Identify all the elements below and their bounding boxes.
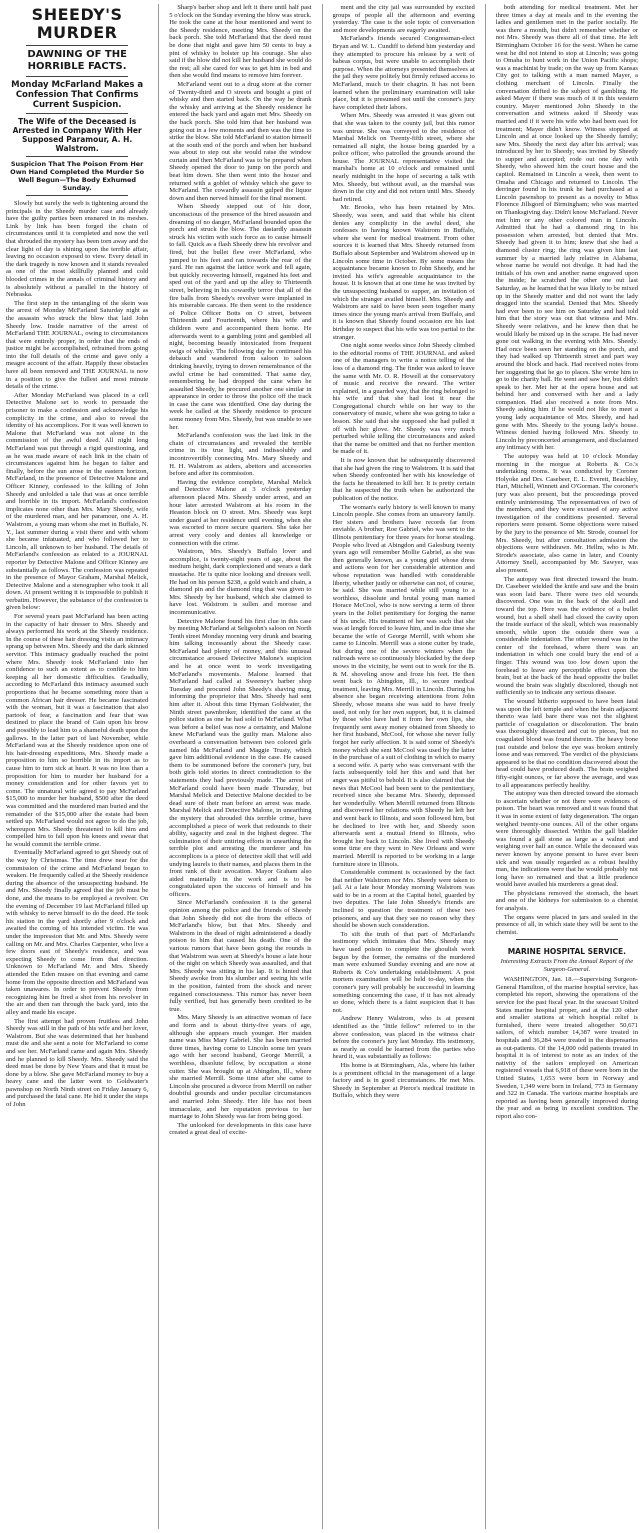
divider xyxy=(26,156,128,157)
paragraph: McFarland's confession was the last link in the chain of circumstances and revealed the terrible crime in its true light, and indissolubly and incontrovertibly connecting Mrs. Mary Sheedy and H. H. Walstrom as aiders, abettors and accessories before and after its commission. xyxy=(169,432,312,478)
paragraph: WASHINGTON, Jan. 18.—Supervising Surgeon-General Hamilton, of the marine hospital service, has completed his report, showing the operations of the service for the past fiscal year. In the seacoast United States marine hospital proper, and at the 120 other and smaller stations at which hospital relief is furnished, there were treated altogether 50,671 sailors, of which number 14,387 were treated in hospitals and 36,284 were treated in the dispensaries as out-patients. Of the 14,000 odd patients treated in hospital it is of interest to note as an index of the nativity of the sailors employed on American registered vessels that 6,918 of these were born in the United States, 1,653 were born in Norway and Sweden, 1,349 were born in Ireland, 773 in Germany and 322 in Canada. The various marine hospitals are reported as having been generally improved during the year and as being in excellent condition. The report also con- xyxy=(495,976,638,1120)
deck-2: Suspicion That The Poison From Her Own Hand Completed the Murder So Well Begun—The Body Exhumed Sunday. xyxy=(10,160,145,192)
paragraph: His home is at Birmingham, Ala., where his father is a prominent official in the management of a large factory and is in good circumstances. He met Mrs. Sheedy in September at Pierce's medical institute in Buffalo, which they were xyxy=(332,1061,475,1100)
divider xyxy=(26,195,128,196)
paragraph: Eventually McFarland agreed to get Sheedy out of the way by Christmas. The time drew near for the commission of the crime and McFarland began to weaken. He frequently called at the Sheedy residence during the absence of the unsuspecting husband. He and Mrs. Sheedy finally agreed that the job must be done, and the means to be employed a revolver. On the evening of December 19 last McFarland filled up with whisky to nerve himself to do the deed. He took his station in the yard shortly after 9 o'clock and awaited the coming of his intended victim. He was under the impression that Mr. and Mrs. Sheedy were calling on Mr. and Mrs. Charles Carpenter, who live a few doors east of Sheedy's residence, and was expecting Sheedy to come from that direction. Unknown to McFarland Mr. and Mrs. Sheedy attended the Eden musee on that evening and came home from the opposite direction and McFarland was taken unawares. In order to prevent Sheedy from recognizing him he fired a shot from his revolver in the air and then ran through the back yard, into the alley and made his escape. xyxy=(6,849,149,1016)
paragraph: Mrs. Mary Sheedy is an attractive woman of face and form and is about thirty-five years of age, although she appears much younger. Her maiden name was Miss Mary Gabriel. She has been married three times, having come to Lincoln some ten years ago with her second husband, George Merrill, a worthless, dissolute fellow, by occupation a stone cutter. She was brought up at Abingdon, Ill., where she married Merrill. Some time after she came to Lincoln she procured a divorce from Merrill on rather doubtful grounds and under peculiar circumstances and married John Sheedy. Her life has not been immaculate, and her reputation previous to her marriage to John Sheedy was far from being good. xyxy=(169,1014,312,1121)
column-2 xyxy=(169,4,311,1529)
paragraph: The first attempt had proven fruitless and John Sheedy was still in the path of his wife and her lover, Walstrom. But she was determined that her husband must die and she sent a note for McFarland to come and see her. McFarland came and again Mrs. Sheedy and he planned to kill Sheedy. Mrs. Sheedy said the deed must be done by New Years and that it must be done by a blow. She gave McFarland money to buy a heavy cane and the latter went to Goldwater's pawnshop on North Ninth street on Friday January 6, and purchased the fatal cane. He hid it under the steps of John xyxy=(6,1017,149,1109)
column-divider xyxy=(158,4,159,1529)
paragraph: The wound hitherto supposed to have been fatal was upon the left temple and when the brain adjacent thereto was laid bare there was not the slightest particle of coagulation or discoloration. The brain was thoroughly dissected and cut to pieces, but no coagulated blood was found therein. The heavy bone just outside and below the eye was broken entirely loose and was removed. The verdict of the physicians appeared to be that no condition discovered about the head could have produced death. The brain weighed fifty-eight ounces, or far above the average, and was to all appearances perfectly healthy. xyxy=(495,698,638,789)
paragraph: When Mrs. Sheedy was arrested it was given out that she was taken to the county jail, but this rumor was untrue. She was conveyed to the residence of Marshal Melick on Twenty-fifth street, where she remained all night, the house being guarded by a police officer, who patrolled the grounds around the house. The JOURNAL representative visited the marshal's home at 10 o'clock and remained until nearly midnight in the hope of securing a talk with Mrs. Sheedy, but without avail, as the marshal was down in the city and did not return until Mrs. Sheedy had retired. xyxy=(332,112,475,203)
paragraph: The physicians removed the stomach, the heart and one of the kidneys for submission to a chemist for analysis. xyxy=(495,889,638,913)
paragraph: For several years past McFarland has been acting in the capacity of hair dresser to Mrs. Sheedy and always performed his work at the Sheedy residence. In the course of these hair dressing visits an intimacy sprang up between Mrs. Sheedy and the dark skinned servitor. This intimacy gradually reached the point where Mrs. Sheedy took McFarland into her confidence to such an extent as to confide to him keeping all her domestic difficulties. Gradually, according to McFarland this intimacy assumed such proportions that he became something more than a common African hair dresser. He became fascinated with the woman, but it was a fascination that also partook of fear, a fascination and fear that was destined to place the brand of Cain upon his brow and possibly to lead him to a shameful death upon the gallows. In the latter part of last November, while McFarland was at the Sheedy residence upon one of his hair-dressing expeditions, Mrs. Sheedy made a proposition to him so horrible in its import as to cause him to turn sick at heart. It was no less than a proposition for him to murder her husband for a money consideration and for other favors yet to come. The unnatural wife agreed to pay McFarland $15,000 to murder her husband, $500 after the deed was committed and the murdered man buried and the remainder of the $15,000 after the estate had been settled up. McFarland would not agree to do the job, whereupon Mrs. Sheedy threatened to kill him and compelled him to fall upon his knees and swear that he would commit the terrible crime. xyxy=(6,613,149,848)
paragraph: The organs were placed in jars and sealed in the presence of all, in which state they will be sent to the chemist. xyxy=(495,913,638,936)
paragraph: Slowly but surely the web is tightening around the principals in the Sheedy murder case and already have the guilty parties been ensnared in its meshes. Link by link has been forged the chain of circumstances until it is completed and now the veil that shrouded the mystery has been torn away and the clear light of day is shining upon the terrible affair, leaving no occasion exposed to view. Every detail in the dark tragedy is now known and it stands revealed as one of the most skillfully planned and cold blooded crimes in the annals of criminal history and is absolutely without a parallel in the history of Nebraska. xyxy=(6,200,149,299)
column-4 xyxy=(496,4,638,1529)
divider xyxy=(516,939,618,940)
paragraph: McFarland went out to a drug store at the corner of Twenty-third and O streets and bought a pint of whisky and then started back. On the way he drank the whisky and arriving at the Sheedy residence he entered the back yard and again met Mrs. Sheedy on the back porch. She told him that her husband was going out in a few moments and then was the time to strike the blow. She told McFarland to station himself at the south end of the porch and when her husband was about to step out she would raise the window curtain and then McFarland was to be prepared when Sheedy opened the door to jump on the porch and beat him down. She then went into the house and returned with a goblet of whisky which she gave to McFarland. The cowardly assassin gulped the liquor down and then nerved himself for the final moment. xyxy=(169,80,312,202)
deck-1: The Wife of the Deceased is Arrested in Company With Her Supposed Paramour, A. H. Walstrom. xyxy=(12,117,142,153)
paragraph: both attending for medical treatment. Met her three times a day at meals and in the evening the ladies and gentlemen met in the parlor socially. He was there a month, but didn't remember whether or not Mrs. Sheedy was there all of that time. He left Birmingham October 16 for the west. When he came west he did not intend to stop at Lincoln; was going to Omaha to hunt work in the Union Pacific shops; was a machinist by trade; on the way up from Kansas City got to talking with a man named Mayer, a clothing merchant of Lincoln. Finally the conversation drifted to the subject of gambling. He asked Mayer if there was much of it in this western country. Mayer mentioned John Sheedy in the conversation and witness asked if Sheedy was married and if it were his wife who had been east for treatment; Mayer didn't know. Witness stopped at Lincoln and at once looked up the Sheedy family; saw Mrs. Sheedy the next day after his arrival; was introduced by her to Sheedy; was invited by Sheedy to supper and accepted; rode out one day with Sheedy, who showed him the court house and the capitol. Remained in Lincoln a week, then went to Omaha and Chicago and returned to Lincoln. The derringer found in his trunk he had purchased at a Lincoln pawnshop to present as a novelty to Miss Florence Jillsgord of Birmingham; who was married on Thanksgiving day. Didn't know McFarland. Never met him or any other colored man in Lincoln. Admitted that he had a diamond ring in his possession when arrested, but denied that Mrs. Sheedy had given it to him; knew that she had a diamond cluster ring; the ring was given him last summer by a married lady relative in Alabama, whose name he would not divulge. It had had the initials of his own and another name engraved upon the inside; he scratched the other one out last Saturday, as he learned that he was likely to be mixed up in the Sheedy matter and did not want the lady dragged into the scandal. Denied that Mrs. Sheedy had ever been to see him on Saturday and had told him that the story was out that witness and Mrs. Sheedy were relatives, and he knew then that he would likely be mixed up in the scrape. He had never gone out walking in the evening with Mrs. Sheedy. Had once been seen her standing on the porch, and they had walked up Thirteenth street and part way around the block and back. Had received notes from her suggesting that he go to places. She wrote him to go to the charity ball. He went and saw her, but didn't speak to her. Met her at the opera house and sat behind her and conversed with her and a lady companion. Had also received a note from Mrs. Sheedy asking him if he would not like to meet a young lady acquaintance of Mrs. Sheedy, and had gone with Mrs. Sheedy to the young lady's house. Witness denied having followed Mrs. Sheedy to Lincoln by preconcerted arrangement, and disclaimed any intimacy with her. xyxy=(495,4,638,452)
headline: SHEEDY'S MURDER xyxy=(31,5,123,42)
column-1 xyxy=(6,4,148,1529)
headline-block xyxy=(6,6,148,196)
paragraph: The first step in the untangling of the skein was the arrest of Monday McFarland Saturday night as the assassin who struck the blow that laid John Sheedy low. Inside narrative of the arrest of McFarland THE JOURNAL, owing to circumstances that were entirely proper, in order that the ends of justice might be accomplished, refrained from going into the full details of the crime and gave only a meagre account of the affair. Happily these obstacles have all been removed and THE JOURNAL is now in a position to give the fullest and most minute details of the crime. xyxy=(6,299,149,391)
divider xyxy=(26,45,128,46)
paragraph: Since McFarland's confession it is the general opinion among the police and the friends of Sheedy that John Sheedy did not die from the effects of McFarland's blow, but that Mrs. Sheedy and Walstrom in the dead of night administered a deadly poison to him that caused his death. One of the various rumors that have been going the rounds is that Walstrom was seen at Sheedy's house a late hour of the night on which Sheedy was assaulted, and that Mrs. Sheedy was sitting in his lap. It is hinted that Sheedy awoke from his slumber and seeing his wife in the position, fainted from the shock and never regained consciousness. This rumor has never been fully verified, but has generally been credited to be true. xyxy=(169,899,312,1013)
paragraph: One night some weeks since John Sheedy climbed to the editorial rooms of THE JOURNAL and asked one of the managers to write a notice telling of the loss of a diamond ring. The finder was asked to leave the same with Mr. O. R. Howell at the conservatory of music and receive the reward. The writer explained, in a guarded way, that the ring belonged to his wife and that she had lost it near the Congregational church while on her way to the conservatory of music, where she was going to take a lesson. She said that she supposed she had pulled it off with her glove. Mr. Sheedy was very much perturbed while telling the circumstances and asked that the name be omitted and that no further mention be made of it. xyxy=(332,342,475,456)
paragraph: The woman's early history is well known to many Lincoln people. She comes from an unsavory family. Her sisters and brothers have records far from enviable. A brother, Roe Gabriel, who was sent to the Illinois penitentiary for three years for horse stealing. People who lived at Abingdon and Galesburg twenty years ago will remember Mollie Gabriel, as she was then generally known, as a young girl whose dress and actions won for her considerable attention and whose reputation was handled with considerable liberty, whether justly or otherwise can not, of course, be said. She was married while still young to a worthless, dissolute and brutal young man named Horace McCool, who is now serving a term of three years in the Joliet penitentiary for forging the name of his uncle. His treatment of her was such that she was at length forced to leave him, and in due time she became the wife of George Merrill, with whom she came to Lincoln. Merrill was a stone cutter by trade, but during one of the severe winters when the railroads were so continuously blockaded by the deep snows in the vicinity, he went out to work for the B. & M. shoveling snow and froze his feet. He then went back to Abingdon, Ill., to secure medical treatment, leaving Mrs. Merrill in Lincoln. During his absence she began receiving attentions from John Sheedy, whose means she was said to have freely used, not only for her own support, but, it is claimed by those who have had it from her own lips, she frequently sent away money obtained from Sheedy to her first husband, McCool, for whose she never fully forgot her early affection. It is said some of Sheedy's money which she sent McCool was used by the latter in the purchase of a suit of clothing in which to marry a second wife. A party who was conversant with the facts subsequently told her this and said that her anger was pitiful to behold. It is also claimed that the news that McCool had been sent to the penitentiary, received since she became Mrs. Sheedy, depressed her wonderfully. When Merrill returned from Illinois and discovered her relations with Sheedy he left her and went back to Illinois, and soon followed him, but he declined to live with her, and Sheedy soon afterwards sent a mutual friend to Illinois, who brought her back to Lincoln. She lived with Sheedy some time ere they went to New Orleans and were married. Merrill is reported to be working in a large furniture store in Illinois. xyxy=(332,503,475,868)
paragraph: Having the evidence complete, Marshal Melick and Detective Malone at 3 o'clock yesterday afternoon placed Mrs. Sheedy under arrest, and an hour later arrested Walstrom at his room in the Heaston block on O street. Mrs. Sheedy was kept under guard at her residence until evening, when she was escorted to more secure quarters. She take her arrest very cooly and denies all knowledge or connection with the crime. xyxy=(169,478,312,547)
paragraph: To sift the truth of that part of McFarland's testimony which intimates that Mrs. Sheedy may have used poison to complete the ghoulish work begun by the former, the remains of the murdered man were exhumed Sunday evening and are now at Roberts & Co's undertaking establishment. A post mortem examination will be held to-day, when the coroner's jury will probably be successful in learning something concerning the case, if it has not already so done, which there is a faint suspicion that it has not. xyxy=(332,930,475,1014)
paragraph: Mr. Brooks, who has been retained by Mrs. Sheedy, was seen, and said that while his client denies any complicity in the awful deed, she confesses to having known Walstrom in Buffalo, where she went for medical treatment. From other sources it is learned that Mrs. Sheedy returned from Buffalo about September and Walstrom showed up in Lincoln some time in October. By some means the acquaintance became known to John Sheedy, and he invited his wife's agreeable acquaintance to the house. It is known that at one time he was invited by the unsuspecting husband to supper, an invitation of which the stranger availed himself. Mrs. Sheedy and Walstrom are said to have been seen together many times since the young man's arrival from Buffalo, and it is known that Sheedy found occasion ere his last birthday to suspect that his wife was too partial to the stranger. xyxy=(332,204,475,341)
subhead-2: Monday McFarland Makes a Confession That Confirms Current Suspicion. xyxy=(11,80,144,110)
paragraph: The autopsy was held at 10 o'clock Monday morning in the morgue at Roberts & Co.'s undertaking rooms. It was conducted by Coroner Holyoke and Drs. Casebeer, E. L. Everett, Beachley, Hart, Mitchell, Winnett and O'Gorman. The coroner's jury was also present, but the proceedings proved entirely uninteresting. The representatives of two of the members, and they were excused of any active investigation of the conditions presented. Several reporters were present. Some objections were raised by the jury to the presence of Mr. Strode, counsel for Mrs. Sheedy, but after consultation admission the objections were withdrawn. Mr. Hellm, who is Mr. Strode's associate, also came in later, and County Attorney Snell, accompanied by Mr. Sawyer, was also present. xyxy=(495,453,638,574)
paragraph: It is now known that he subsequently discovered that she had given the ring to Walstrom. It is said that when Sheedy confronted her with his knowledge of the facts he threatened to kill her. It is pretty certain that he suspected the truth when he authorized the publication of the notice. xyxy=(332,457,475,502)
paragraph: Sharp's barber shop and left it there until half past 5 o'clock on the Sunday evening the blow was struck. He took the cane at the hour mentioned and went to the Sheedy residence, meeting Mrs. Sheedy on the back porch. She told McFarland that the deed must be done that night and gave him 50 cents to buy a pint of whisky to bolster up his courage. She also said if the blow did not kill her husband she would do the rest; all she cared for was to get him in bed and then she would find means to remove him forever. xyxy=(169,4,312,80)
paragraph: McFarland's friends secured Congressman-elect Bryan and W. L. Cundiff to defend him yesterday and they attempted to procure his release by a writ of habeas corpus, but were unable to accomplish their purpose. When the attorneys presented themselves at the jail they were politely but firmly refused access to McFarland, much to their chagrin. It has not been learned when the preliminary examination will take place, but it is presumed not until the coroner's jury have completed their labors. xyxy=(332,35,475,111)
column-divider xyxy=(322,4,323,1529)
divider xyxy=(26,76,128,77)
paragraph: When Sheedy stepped out of his door, unconscious of the presence of the hired assassin and dreaming of no danger, McFarland bounded upon the porch and struck the blow. The dastardly assassin struck his victim with such force as to cause himself to fall. Quick as a flash Sheedy drew his revolver and fired, but the bullet flew over McFarland, who jumped to his feet and ran towards the rear of the yard. He ran against the lattice work and fell again, but quickly recovering himself, regained his feet and sped out of the yard and up the alley to Thirteenth street, believing in his cowardly terror that all of the fire balls from Sheedy's revolver were implanted in his miserable carcass. He then went to the residence of Police Officer Botts on O street, between Thirteenth and Fourteenth, where his wife and children were and accompanied them home. He afterwards went to a gambling joint and gambled all night, becoming beastly intoxicated from frequent swigs of whisky. The following day he continued his debauch and wandered from saloon to saloon drinking heavily, trying to drown remembrance of the awful crime he had committed. That same day, remembering he had dropped the cane when he assaulted Sheedy, he procured another one similar in appearance in order to throw the police off the track in case the cane was identified. One day during the week he called at the Sheedy residence to procure some money from Mrs. Sheedy, but was unable to see her. xyxy=(169,203,312,431)
paragraph: Detective Malone found his first clue in this case by meeting McFarland at Seligsohn's saloon on North Tenth street Monday morning very drunk and bearing him talking incessantly about the Sheedy case. McFarland had plenty of money, and this unusual circumstance aroused Detective Malone's suspicion and he at once went to work investigating McFarland's movements. Malone learned that McFarland had called at Sweeney's barber shop Tuesday and procured John Sheedy's shaving mug, informing the proprietor that Mrs. Sheedy had sent him after it. About this time Hyman Goldwater, the Ninth street pawnbroker, identified the cane at the police station as one he had sold to McFarland. What was before a belief was now a certainty, and Malone knew McFarland was the guilty man. Malone also overheard a conversation between two colored girls named Ida McFarland and Maggie Trusty, which gave him additional evidence in the case. He caused them to be summoned before the coroner's jury, but both girls told stories in direct contradiction to the statements they had previously made. The arrest of McFarland could have been made Thursday, but Marshal Melick and Detective Malone decided to be dead sure of their man before an arrest was made. Marshal Melick and Detective Malone, in unearthing the mystery that shrouded this terrible crime, have accomplished a piece of work that redounds to their ability, sagacity and zeal in the highest degree. The culmination of their untiring efforts in unearthing the terrible plot and arresting the murderer and his accomplices is a piece of detective skill that will add undying laurels to their names, and places them in the front rank of their avocation. Mayor Graham also aided materially in the work and is to be congratulated upon the success of himself and his officers. xyxy=(169,617,312,898)
paragraph: The unlooked for developments in this case have created a great deal of excite- xyxy=(169,1121,312,1137)
column-3 xyxy=(333,4,475,1529)
subhead-1: DAWNING OF THE HORRIBLE FACTS. xyxy=(27,49,127,72)
paragraph: After Monday McFarland was placed in a cell Detective Malone set to work to persuade the prisoner to make a confession and acknowledge his complicity in the crime, and also to reveal the identity of his accomplices. For it was well known to Malone that McFarland was not alone in the commission of the awful deed. All night long McFarland was put through a rigid questioning, and as he was made aware of each link in the chain of circumstances against him he began to falter and finally, before the sun arose in the eastern horizon, McFarland, in the presence of Detective Malone and Officer Kinney, confessed to the killing of John Sheedy and unfolded a tale that was at once terrible and horrible in its import. McFarland's confession implicates none other than Mrs. Mary Sheedy, wife of the murdered man, and her paramour, one A. H. Walstrom, a young man whom she met in Buffalo, N. Y., last summer during a visit there and with whom she became infatuated, and who followed her to Lincoln, all unknown to her husband. The details of McFarland's confession as related to a JOURNAL reporter by Detective Malone and Officer Kinney are substantially as follows. The confession was repeated in the presence of Mayor Graham, Marshal Melick, Detective Malone and a stenographer who took it all down. At present writing it is impossible to publish it verbatim. However, the substance of the confession is given below: xyxy=(6,391,149,612)
divider xyxy=(26,113,128,114)
paragraph: Walstrom, Mrs. Sheedy's Buffalo lover and accomplice, is twenty-eight years of age, about the medium height, dark complexioned and wears a dark mustache. He is quite nice looking and dresses well. He had on his person $238, a gold watch and chain, a diamond pin and the diamond ring that was given to Mrs. Sheedy by her husband, which she claimed to have lost. Walstrom is sullen and morose and incommunicative. xyxy=(169,548,312,616)
columns xyxy=(6,4,638,1529)
paragraph: ment and the city jail was surrounded by excited groups of people all the afternoon and evening yesterday. The case is the sole topic of conversation and more developments are eagerly awaited. xyxy=(332,4,475,34)
paragraph: Considerable comment is occasioned by the fact that neither Walstrom nor Mrs. Sheedy were taken to jail. At a late hour Monday morning Walstrom was said to be in a room at the Capital hotel, guarded by two deputies. The late John Sheedy's friends are inclined to question the treatment of these two prisoners, and say that they see no reason why they should be shown such consideration. xyxy=(332,869,475,930)
paragraph: The autopsy was first directed toward the brain. Dr. Casebeer wielded the knife and saw and the brain was soon laid bare. There were two old wounds discovered. One was in the back of the skull and toward the top. Here was the evidence of a bullet wound, but a shell shell had closed the cavity upon the inside surface of the skull, which was reasonably smooth, while upon the outside there was a considerable indentation. The other wound was in the center of the forehead, where there was an indentation in which one could bury the end of a finger. This wound was too low down upon the forehead to leave any perceptible effect upon the brain, but at the back of the head opposite the bullet wound the brain was slightly discolored, though not sufficiently so to indicate any serious disease. xyxy=(495,575,638,697)
section-title: MARINE HOSPITAL SERVICE. xyxy=(507,947,627,957)
column-divider xyxy=(485,4,486,1529)
paragraph: Andrew Henry Walstrom, who is at present identified as the "little fellow" referred to in the above confession, was placed in the witness chair before the coroner's jury last Monday. His testimony, as nearly as could be learned from the parties who heard it, was substantially as follows: xyxy=(332,1015,475,1061)
paragraph: The autopsy was then directed toward the stomach to ascertain whether or not there were evidences of poison. The heart was removed and it was found that it was in some extent of fatty degeneration. The organ weighed twenty-one ounces. All of the other organs were thoroughly dissected. Within the gall bladder was found a gall stone as large as a walnut and weighing over half an ounce. While the deceased was never known by anyone present to have ever been sick and was usually regarded as a robust healthy man, the indications were that he would probably not long have so remained and that a little prudence would have availed his murderers a great deal. xyxy=(495,790,638,889)
section-subtitle: Interesting Extracts From the Annual Report of the Surgeon-General. xyxy=(500,958,634,973)
